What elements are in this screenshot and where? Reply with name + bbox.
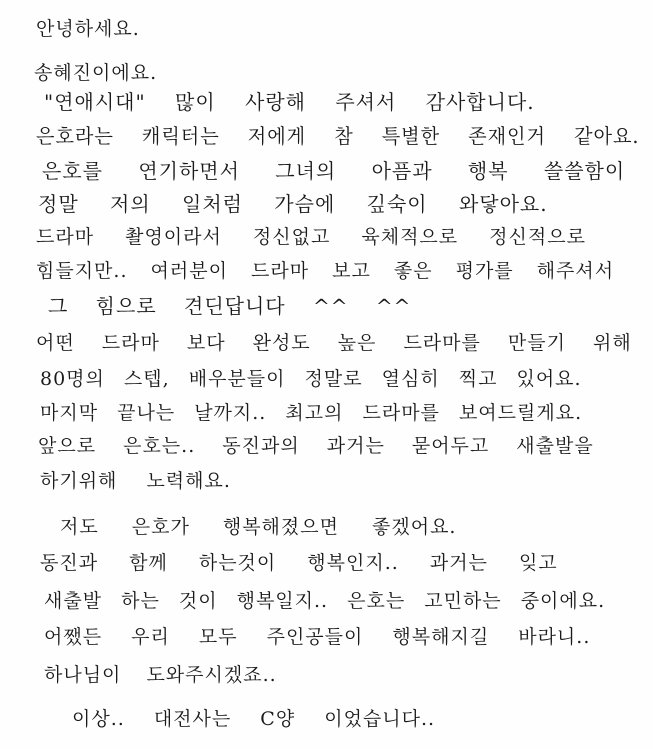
letter-line-17: 새출발 하는 것이 행복일지.. 은호는 고민하는 중이에요. (44, 590, 606, 612)
letter-line-8: 힘들지만.. 여러분이 드라마 보고 좋은 평가를 해주셔서 (36, 260, 615, 282)
letter-line-10: 어떤 드라마 보다 완성도 높은 드라마를 만들기 위해 (36, 332, 632, 354)
letter-line-7: 드라마 촬영이라서 정신없고 육체적으로 정신적으로 (36, 226, 586, 248)
letter-line-5: 은호를 연기하면서 그녀의 아픔과 행복 쓸쓸함이 (42, 159, 626, 183)
letter-line-3: "연애시대" 많이 사랑해 주셔서 감사합니다. (44, 90, 535, 114)
letter-line-2: 송혜진이에요. (34, 62, 158, 84)
letter-line-15: 저도 은호가 행복해졌으면 좋겠어요. (60, 516, 457, 538)
letter-line-16: 동진과 함께 하는것이 행복인지.. 과거는 잊고 (40, 552, 558, 574)
letter-line-20: 이상.. 대전사는 C양 이었습니다.. (72, 708, 436, 730)
letter-line-18: 어쨌든 우리 모두 주인공들이 행복해지길 바라니.. (44, 626, 591, 648)
letter-line-12: 마지막 끝나는 날까지.. 최고의 드라마를 보여드릴게요. (40, 402, 583, 424)
letter-line-9: 그 힘으로 견딘답니다 ^^ ^^ (48, 294, 412, 318)
letter-line-13: 앞으로 은호는.. 동진과의 과거는 묻어두고 새출발을 (38, 435, 594, 457)
letter-line-14: 하기위해 노력해요. (40, 470, 231, 492)
letter-line-4: 은호라는 캐릭터는 저에게 참 특별한 존재인거 같아요. (36, 124, 640, 148)
letter-line-19: 하나님이 도와주시겠죠.. (44, 664, 277, 686)
letter-line-6: 정말 저의 일처럼 가슴에 깊숙이 와닿아요. (38, 192, 548, 216)
letter-line-1: 안녕하세요. (36, 18, 140, 40)
letter-line-11: 80명의 스텝, 배우분들이 정말로 열심히 찍고 있어요. (40, 368, 582, 390)
